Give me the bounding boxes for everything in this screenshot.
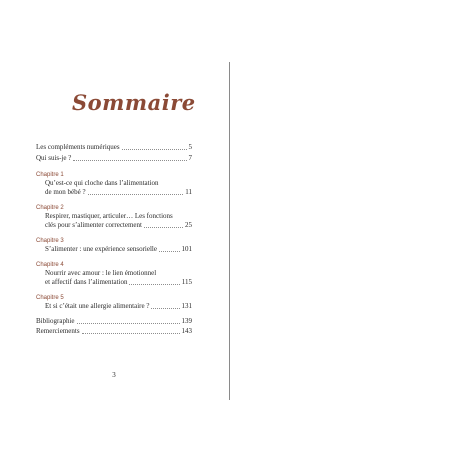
toc-entry-page: 131 (181, 302, 192, 310)
toc-entry-label: Qui suis-je ? (36, 154, 72, 162)
toc-entry-label: Les compléments numériques (36, 143, 120, 151)
toc-entry-chapter-5[interactable] (45, 302, 192, 311)
toc-entry-chapter-3[interactable] (45, 245, 192, 254)
toc-entry-page: 143 (181, 327, 192, 335)
toc-entry-page: 139 (181, 317, 192, 325)
chapter-heading-1: Chapitre 1 (36, 172, 64, 178)
dot-leader (151, 307, 179, 309)
chapter-title-line: Nourrir avec amour : le lien émotionnel (45, 269, 157, 277)
dot-leader (129, 283, 179, 285)
toc-entry-chapter-2[interactable] (45, 221, 192, 230)
chapter-title-line: Qu’est-ce qui cloche dans l’alimentation (45, 179, 159, 187)
page-number: 3 (112, 371, 116, 379)
toc-entry-qui-suis-je[interactable] (36, 154, 192, 163)
toc-entry-page: 7 (188, 154, 192, 162)
dot-leader (82, 332, 180, 334)
toc-entry-page: 115 (181, 278, 192, 286)
dot-leader (88, 193, 184, 195)
chapter-heading-3: Chapitre 3 (36, 238, 64, 244)
toc-entry-page: 25 (185, 221, 192, 229)
chapter-heading-5: Chapitre 5 (36, 295, 64, 301)
toc-entry-page: 11 (185, 188, 192, 196)
toc-entry-chapter-4[interactable] (45, 278, 192, 287)
toc-entry-label: Bibliographie (36, 317, 75, 325)
chapter-title-line: clés pour s’alimenter correctement (45, 221, 142, 229)
dot-leader (159, 250, 180, 252)
chapter-title-line: Respirer, mastiquer, articuler… Les fonctions (45, 212, 173, 220)
dot-leader (77, 322, 180, 324)
chapter-title-line: Et si c’était une allergie alimentaire ? (45, 302, 150, 310)
chapter-title-line: S’alimenter : une expérience sensorielle (45, 245, 157, 253)
dot-leader (144, 226, 183, 228)
page-gutter-divider (229, 62, 230, 400)
toc-entry-bibliographie[interactable] (36, 317, 192, 326)
dot-leader (73, 159, 186, 161)
chapter-title-line: de mon bébé ? (45, 188, 86, 196)
chapter-heading-2: Chapitre 2 (36, 205, 64, 211)
toc-entry-page: 101 (181, 245, 192, 253)
toc-entry-complements[interactable] (36, 143, 192, 152)
chapter-title-line: et affectif dans l’alimentation (45, 278, 128, 286)
toc-entry-remerciements[interactable] (36, 327, 192, 336)
toc-entry-label: Remerciements (36, 327, 80, 335)
toc-entry-chapter-1[interactable] (45, 188, 192, 197)
page-title: Sommaire (72, 90, 196, 115)
chapter-heading-4: Chapitre 4 (36, 262, 64, 268)
dot-leader (122, 148, 187, 150)
toc-entry-page: 5 (188, 143, 192, 151)
